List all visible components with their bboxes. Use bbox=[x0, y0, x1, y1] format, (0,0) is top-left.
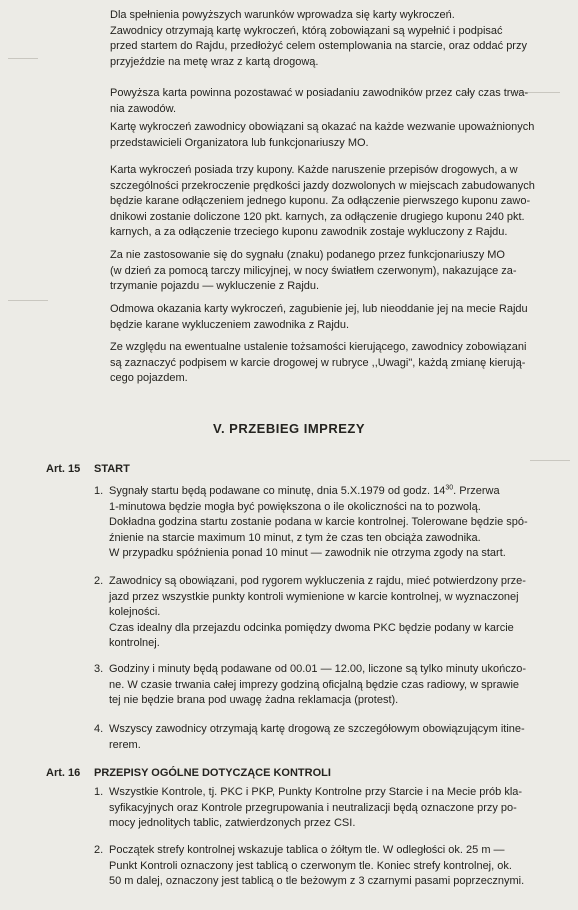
item-number: 3. bbox=[94, 663, 104, 675]
item-line: Wszyscy zawodnicy otrzymają kartę drogową ze szczegółowym obowiązującym itine- bbox=[109, 723, 525, 735]
item-line: Sygnały startu będą podawane co minutę, dnia 5.X.1979 od godz. $14^{30}$. Przerwa bbox=[109, 484, 500, 497]
section-title: V. PRZEBIEG IMPREZY bbox=[212, 421, 366, 436]
paragraph-line: Za nie zastosowanie się do sygnału (znaku) podanego przez funkcjonariuszy MO bbox=[110, 249, 505, 261]
paragraph-line: cego pojazdem. bbox=[110, 372, 188, 384]
item-number: 1. bbox=[94, 786, 104, 798]
item-text bbox=[109, 785, 555, 832]
item-line: Zawodnicy są obowiązani, pod rygorem wykluczenia z rajdu, mieć potwierdzony prze- bbox=[109, 575, 526, 587]
item-line: kolejności. bbox=[109, 606, 161, 618]
intro-paragraph bbox=[110, 86, 550, 117]
paragraph-line: Dla spełnienia powyższych warunków wprowadza się karty wykroczeń. bbox=[110, 9, 455, 21]
paragraph-line: dnikowi zostanie doliczone 120 pkt. karnych, za odłączenie drugiego kuponu 240 pkt. bbox=[110, 210, 525, 223]
numbered-item bbox=[94, 662, 556, 709]
paragraph-line: Zawodnicy otrzymają kartę wykroczeń, którą zobowiązani są wypełnić i podpisać bbox=[110, 24, 503, 37]
paragraph-line: nia zawodów. bbox=[110, 102, 177, 115]
bleed-through-line bbox=[530, 460, 570, 461]
item-line: źnienie na starcie maximum 10 minut, z tym że czas ten obciąża zawodnika. bbox=[109, 531, 481, 544]
article-number: Art. 15 bbox=[46, 463, 81, 475]
bleed-through-line bbox=[8, 300, 48, 301]
item-line: mocy jednolitych tablic, zatwierdzonych przez CSI. bbox=[109, 817, 356, 829]
item-line: syfikacyjnych oraz Kontrole przegrupowania i neutralizacji będą oznaczone przy po- bbox=[109, 801, 517, 814]
intro-paragraph bbox=[110, 120, 550, 151]
intro-paragraph bbox=[110, 163, 550, 241]
article-title: PRZEPISY OGÓLNE DOTYCZĄCE KONTROLI bbox=[94, 767, 331, 779]
intro-paragraph bbox=[110, 8, 550, 70]
numbered-item bbox=[94, 785, 556, 832]
item-line: Wszystkie Kontrole, tj. PKC i PKP, Punkty Kontrolne przy Starcie i na Mecie prób kla- bbox=[109, 786, 523, 798]
item-text bbox=[109, 662, 555, 709]
item-line: Dokładna godzina startu zostanie podana w karcie kontrolnej. Tolerowane będzie spó- bbox=[109, 516, 528, 528]
paragraph-line: Powyższa karta powinna pozostawać w posiadaniu zawodników przez cały czas trwa- bbox=[110, 87, 529, 99]
numbered-item bbox=[94, 722, 556, 753]
numbered-item bbox=[94, 484, 556, 562]
paragraph-line: są zaznaczyć podpisem w karcie drogowej w rubryce ,,Uwagi", każdą zmianę kierują- bbox=[110, 356, 526, 369]
paragraph-line: przed startem do Rajdu, przedłożyć celem ostemplowania na starcie, oraz oddać przy bbox=[110, 40, 527, 52]
item-line: ne. W czasie trwania całej imprezy godziną oficjalną będzie czas radiowy, w sprawie bbox=[109, 678, 520, 691]
item-text bbox=[109, 574, 555, 652]
item-number: 4. bbox=[94, 723, 104, 735]
paragraph-line: Odmowa okazania karty wykroczeń, zagubienie jej, lub nieoddanie jej na mecie Rajdu bbox=[110, 303, 528, 315]
article-number: Art. 16 bbox=[46, 767, 81, 779]
item-text bbox=[109, 843, 555, 890]
item-line: 1-minutowa będzie mogła być powiększona o ile okoliczności na to pozwolą. bbox=[109, 500, 481, 513]
item-text bbox=[109, 722, 555, 753]
item-line: Początek strefy kontrolnej wskazuje tablica o żółtym tle. W odległości ok. 25 m — bbox=[109, 844, 505, 856]
paragraph-line: przedstawicieli Organizatora lub funkcjonariuszy MO. bbox=[110, 136, 369, 149]
superscript-minutes: 30 bbox=[445, 484, 454, 492]
paragraph-line: Ze względu na ewentualne ustalenie tożsamości kierującego, zawodnicy zobowiązani bbox=[110, 341, 527, 353]
paragraph-line: karnych, a za odłączenie trzeciego kuponu zawodnik zostaje wykluczony z Rajdu. bbox=[110, 226, 508, 238]
item-line: Godziny i minuty będą podawane od 00.01 — 12.00, liczone są tylko minuty ukończo- bbox=[109, 663, 527, 675]
bleed-through-line bbox=[8, 58, 38, 59]
article-heading bbox=[46, 767, 331, 779]
item-number: 2. bbox=[94, 844, 104, 856]
item-line: W przypadku spóźnienia ponad 10 minut — zawodnik nie otrzyma zgody na start. bbox=[109, 547, 506, 559]
item-line: Czas idealny dla przejazdu odcinka pomiędzy dwoma PKC będzie podany w karcie bbox=[109, 621, 514, 634]
item-number: 1. bbox=[94, 485, 104, 497]
item-line: Punkt Kontroli oznaczony jest tablicą o czerwonym tle. Koniec strefy kontrolnej, ok. bbox=[109, 859, 512, 872]
article-heading bbox=[46, 463, 130, 475]
paragraph-line: będzie karane wykluczeniem zawodnika z Rajdu. bbox=[110, 318, 350, 331]
item-line: kontrolnej. bbox=[109, 637, 160, 649]
numbered-item bbox=[94, 843, 556, 890]
item-line: tej nie będzie brana pod uwagę żadna reklamacja (protest). bbox=[109, 694, 399, 706]
item-number: 2. bbox=[94, 575, 104, 587]
paragraph-line: będzie karane odłączeniem jednego kuponu. Za odłączenie pierwszego kuponu zawo- bbox=[110, 195, 531, 207]
item-line: rerem. bbox=[109, 738, 141, 751]
intro-paragraph bbox=[110, 302, 550, 333]
intro-paragraph bbox=[110, 248, 550, 295]
numbered-item bbox=[94, 574, 556, 652]
item-text bbox=[109, 484, 555, 562]
paragraph-line: trzymanie pojazdu — wykluczenie z Rajdu. bbox=[110, 280, 320, 292]
paragraph-line: szczególności przekroczenie prędkości jazdy dozwolonych w miejscach zabudowanych bbox=[110, 179, 535, 192]
paragraph-line: Karta wykroczeń posiada trzy kupony. Każde naruszenie przepisów drogowych, a w bbox=[110, 164, 518, 176]
item-line: jazd przez wszystkie punkty kontroli wymienione w karcie kontrolnej, w wyznaczonej bbox=[109, 590, 519, 603]
intro-paragraph bbox=[110, 340, 550, 387]
paragraph-line: przyjeździe na metę wraz z kartą drogową. bbox=[110, 55, 319, 68]
paragraph-line: (w dzień za pomocą tarczy milicyjnej, w nocy światłem czerwonym), nakazujące za- bbox=[110, 264, 517, 277]
paragraph-line: Kartę wykroczeń zawodnicy obowiązani są okazać na każde wezwanie upoważnionych bbox=[110, 121, 535, 133]
article-title: START bbox=[94, 463, 130, 475]
item-line: 50 m dalej, oznaczony jest tablicą o tle beżowym z 3 czarnymi pasami poprzecznymi. bbox=[109, 875, 525, 887]
